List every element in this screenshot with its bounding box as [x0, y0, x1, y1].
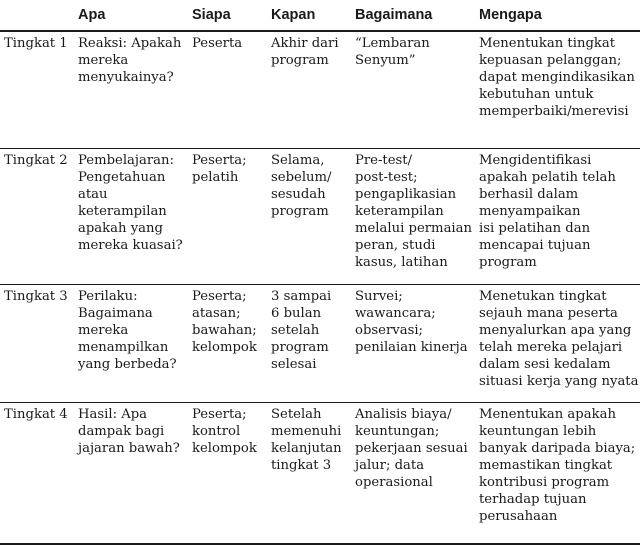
cell-text-line: bawahan;: [192, 322, 257, 338]
cell-text-line: mencapai tujuan: [479, 237, 591, 253]
cell-text-line: operasional: [355, 474, 433, 490]
cell-text-line: 3 sampai: [271, 288, 332, 304]
cell-text-line: berhasil dalam: [479, 186, 579, 202]
cell-text-line: Perilaku:: [78, 288, 138, 304]
bagaimana-cell: [351, 148, 475, 284]
cell-text-line: program: [479, 254, 537, 270]
cell-text-line: Peserta;: [192, 152, 247, 168]
cell-text-line: dampak bagi: [78, 423, 165, 439]
level-label: Tingkat 4: [4, 406, 68, 422]
cell-text-line: menyalurkan apa yang: [479, 322, 632, 338]
apa-cell: [74, 31, 188, 148]
table-row: [0, 284, 640, 402]
cell-text-line: keterampilan: [78, 203, 167, 219]
cell-text-line: penilaian kinerja: [355, 339, 468, 355]
level-label: Tingkat 2: [4, 152, 68, 168]
cell-text-line: mereka: [78, 53, 129, 68]
cell-text-line: atau: [78, 186, 108, 202]
cell-text-line: Setelah: [271, 406, 322, 422]
kapan-cell: [267, 148, 351, 284]
cell-text-line: Analisis biaya/: [355, 406, 452, 422]
cell-text-line: Mengidentifikasi: [479, 152, 592, 168]
header-kapan: Kapan: [267, 0, 351, 31]
cell-text-line: yang berbeda?: [78, 356, 177, 372]
cell-text-line: kontrol: [192, 423, 241, 439]
cell-text-line: Hasil: Apa: [78, 406, 148, 422]
cell-text-line: menampilkan: [78, 339, 169, 355]
cell-text-line: menyampaikan: [479, 203, 581, 219]
mengapa-cell: [475, 284, 640, 402]
level-label: Tingkat 3: [4, 288, 68, 304]
cell-text-line: “Lembaran: [355, 36, 430, 51]
siapa-cell: [188, 31, 267, 148]
table-row: [0, 148, 640, 284]
cell-text-line: kepuasan pelanggan;: [479, 53, 622, 68]
cell-text-line: jajaran bawah?: [78, 440, 180, 456]
cell-text-line: melalui permaian: [355, 220, 473, 236]
cell-text-line: menyukainya?: [78, 70, 174, 85]
level-cell: [0, 31, 74, 148]
level-label: Tingkat 1: [4, 36, 68, 51]
cell-text-line: memperbaiki/merevisi: [479, 104, 629, 119]
cell-text-line: apakah pelatih telah: [479, 169, 616, 185]
cell-text-line: Senyum”: [355, 53, 416, 68]
cell-text-line: Akhir dari: [271, 36, 339, 51]
header-level: [0, 0, 74, 31]
cell-text-line: memenuhi: [271, 423, 342, 439]
cell-text-line: Peserta;: [192, 288, 247, 304]
bagaimana-cell: [351, 284, 475, 402]
cell-text-line: dalam sesi kedalam: [479, 356, 611, 372]
bagaimana-cell: [351, 31, 475, 148]
cell-text-line: dapat mengindikasikan: [479, 70, 635, 85]
cell-text-line: keuntungan lebih: [479, 423, 597, 439]
header-row: [0, 0, 640, 31]
cell-text-line: Menentukan tingkat: [479, 36, 616, 51]
cell-text-line: memastikan tingkat: [479, 457, 613, 473]
cell-text-line: situasi kerja yang nyata: [479, 373, 639, 389]
cell-text-line: Peserta;: [192, 406, 247, 422]
cell-text-line: isi pelatihan dan: [479, 220, 591, 236]
cell-text-line: pekerjaan sesuai: [355, 440, 468, 456]
header-mengapa: Mengapa: [475, 0, 640, 31]
cell-text-line: kelompok: [192, 339, 257, 355]
cell-text-line: wawancara;: [355, 305, 436, 321]
cell-text-line: Pre-test/: [355, 152, 413, 168]
header-siapa: Siapa: [188, 0, 267, 31]
cell-text-line: mereka: [78, 322, 129, 338]
cell-text-line: Peserta: [192, 36, 243, 51]
level-cell: [0, 148, 74, 284]
header-apa: Apa: [74, 0, 188, 31]
level-cell: [0, 284, 74, 402]
cell-text-line: observasi;: [355, 322, 423, 338]
header-bagaimana: Bagaimana: [351, 0, 475, 31]
cell-text-line: Menentukan apakah: [479, 406, 616, 422]
cell-text-line: program: [271, 339, 329, 355]
cell-text-line: kelanjutan: [271, 440, 342, 456]
cell-text-line: telah mereka pelajari: [479, 339, 623, 355]
cell-text-line: kelompok: [192, 440, 257, 456]
cell-text-line: kontribusi program: [479, 474, 610, 490]
cell-text-line: keuntungan;: [355, 423, 440, 439]
mengapa-cell: [475, 148, 640, 284]
cell-text-line: program: [271, 53, 329, 68]
cell-text-line: sejauh mana peserta: [479, 305, 618, 321]
siapa-cell: [188, 284, 267, 402]
cell-text-line: Reaksi: Apakah: [78, 36, 182, 51]
cell-text-line: banyak daripada biaya;: [479, 440, 636, 456]
cell-text-line: perusahaan: [479, 508, 558, 524]
kapan-cell: [267, 31, 351, 148]
cell-text-line: setelah: [271, 322, 320, 338]
cell-text-line: selesai: [271, 356, 317, 372]
siapa-cell: [188, 148, 267, 284]
cell-text-line: 6 bulan: [271, 305, 322, 321]
kapan-cell: [267, 284, 351, 402]
cell-text-line: program: [271, 203, 329, 219]
cell-text-line: Pembelajaran:: [78, 152, 174, 168]
cell-text-line: Pengetahuan: [78, 169, 166, 185]
cell-text-line: sebelum/: [271, 169, 332, 185]
cell-text-line: Survei;: [355, 288, 403, 304]
cell-text-line: sesudah: [271, 186, 326, 202]
cell-text-line: pelatih: [192, 169, 239, 185]
cell-text-line: terhadap tujuan: [479, 491, 587, 507]
cell-text-line: Selama,: [271, 152, 325, 168]
cell-text-line: peran, studi: [355, 237, 436, 253]
cell-text-line: jalur; data: [355, 457, 425, 473]
cell-text-line: apakah yang: [78, 220, 163, 236]
cell-text-line: kasus, latihan: [355, 254, 448, 270]
cell-text-line: Bagaimana: [78, 305, 153, 321]
cell-text-line: atasan;: [192, 305, 241, 321]
cell-text-line: pengaplikasian: [355, 186, 457, 202]
cell-text-line: post-test;: [355, 169, 418, 185]
cell-text-line: mereka kuasai?: [78, 237, 183, 253]
cell-text-line: keterampilan: [355, 203, 444, 219]
table-row: [0, 31, 640, 148]
cell-text-line: Menetukan tingkat: [479, 288, 607, 304]
apa-cell: [74, 148, 188, 284]
cell-text-line: kebutuhan untuk: [479, 87, 594, 102]
mengapa-cell: [475, 31, 640, 148]
cell-text-line: tingkat 3: [271, 457, 332, 473]
apa-cell: [74, 284, 188, 402]
